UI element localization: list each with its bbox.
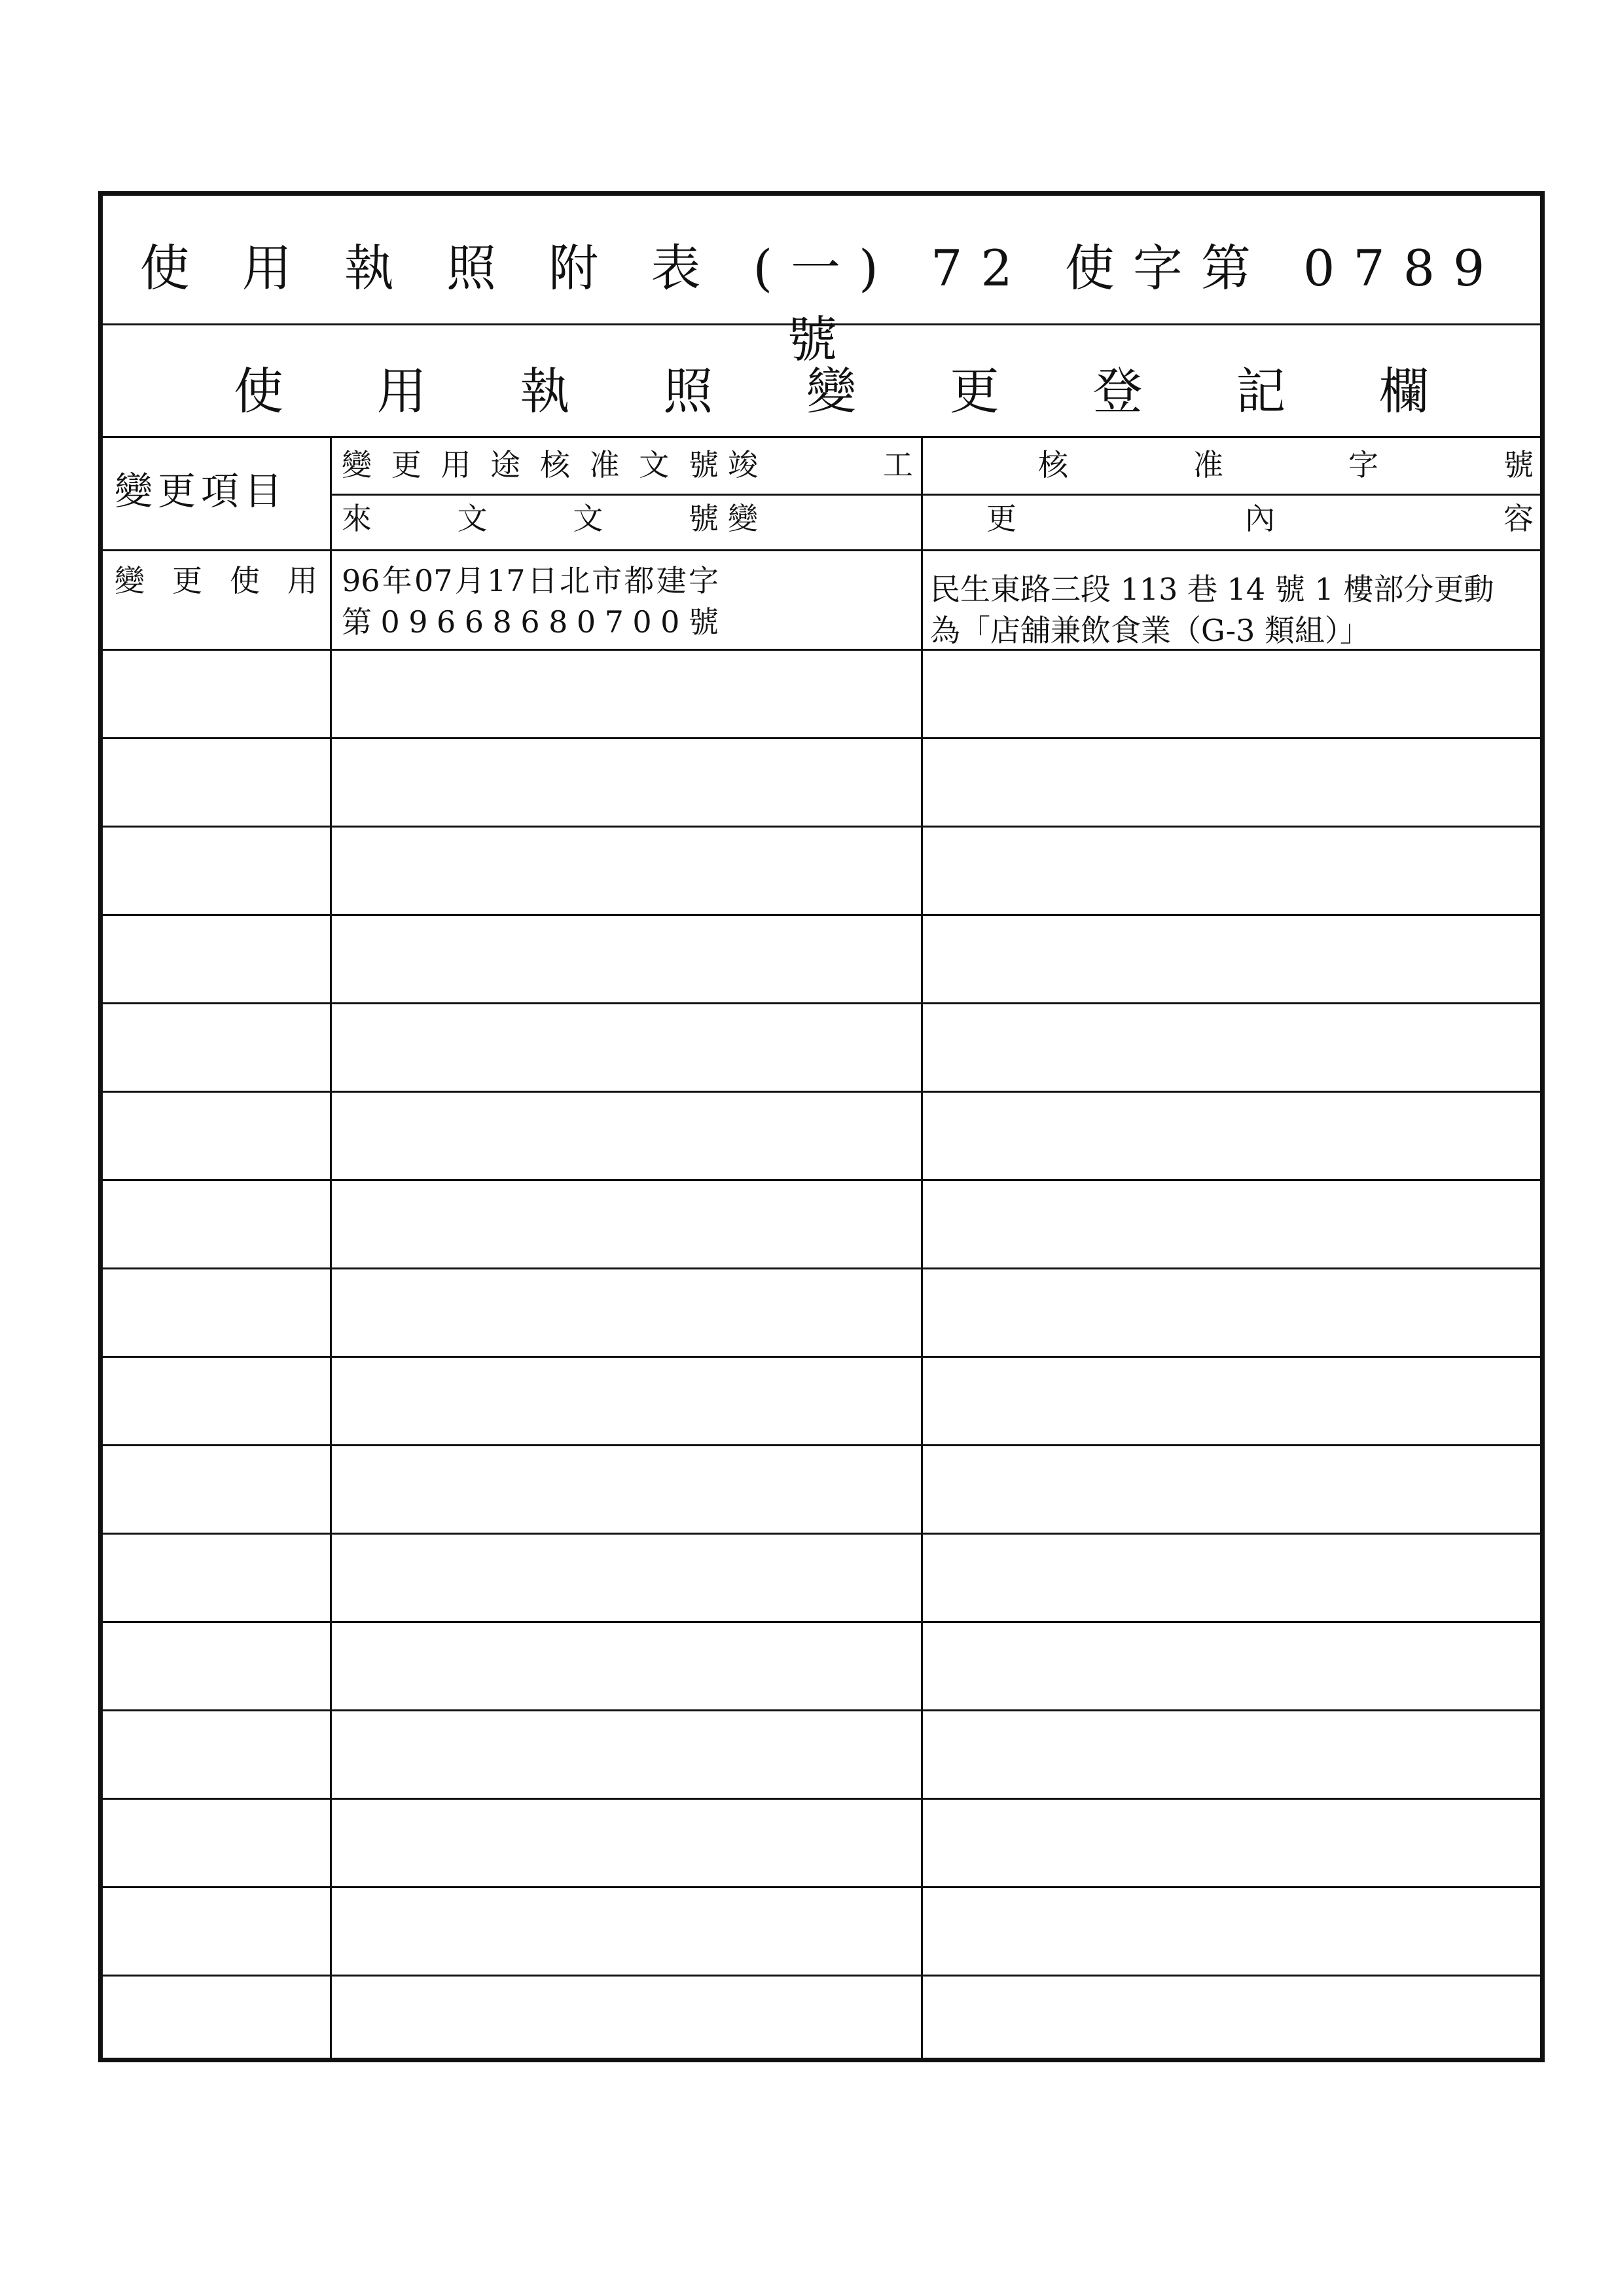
doc-token: 7 [604, 604, 624, 640]
row-doc-line-2 [342, 604, 719, 640]
subtitle-char: 使 [234, 362, 283, 420]
row-divider [103, 1975, 1540, 1977]
row-divider [103, 1533, 1540, 1535]
doc-token: 北 [560, 563, 590, 598]
item-char: 變 [115, 563, 145, 598]
header-char: 號 [1503, 447, 1534, 483]
doc-token: 9 [408, 604, 428, 640]
header-char: 准 [1193, 447, 1223, 483]
header-char: 文 [639, 447, 670, 483]
row-divider [103, 737, 1540, 739]
doc-token: 8 [548, 604, 568, 640]
header-char: 號 [688, 501, 719, 536]
doc-token: 8 [492, 604, 512, 640]
doc-token: 0 [632, 604, 652, 640]
row-divider [103, 1709, 1540, 1711]
item-char: 更 [172, 563, 202, 598]
header-incoming-doc-no [342, 503, 719, 534]
header-char: 來 [342, 501, 372, 536]
doc-token: 6 [437, 604, 456, 640]
doc-token: 年 [382, 563, 412, 598]
registration-table [103, 438, 1540, 2058]
registration-form [98, 191, 1545, 2062]
doc-token: 市 [592, 563, 622, 598]
doc-token: 建 [656, 563, 687, 598]
row-divider [103, 914, 1540, 916]
title-row [103, 196, 1540, 369]
doc-token: 0 [576, 604, 596, 640]
header-char: 文 [573, 501, 603, 536]
subtitle-char: 記 [1236, 362, 1286, 420]
subtitle-char: 登 [1092, 362, 1143, 420]
header-char: 號 [688, 447, 719, 483]
header-char: 更 [986, 501, 1016, 536]
doc-token: 0 [380, 604, 400, 640]
row-divider [103, 1179, 1540, 1181]
row-divider [103, 1621, 1540, 1623]
form-subtitle [234, 352, 1429, 423]
row-divider [103, 1444, 1540, 1446]
row-divider [103, 1886, 1540, 1888]
header-approval-doc-no [342, 447, 719, 483]
subtitle-row [103, 325, 1540, 438]
row-content-line-2: 為「店舖兼飲食業（G-3 類組）」 [930, 613, 1371, 648]
subtitle-char: 用 [376, 362, 427, 420]
doc-token: 第 [342, 604, 372, 640]
row-doc-line-1 [342, 563, 719, 598]
doc-token: 號 [688, 604, 719, 640]
subtitle-char: 執 [520, 362, 570, 420]
header-completion-no [728, 447, 1534, 483]
doc-token: 月 [454, 563, 485, 598]
header-char: 核 [1038, 447, 1068, 483]
header-char: 核 [539, 447, 570, 483]
header-char: 內 [1245, 501, 1275, 536]
row-divider [103, 1267, 1540, 1269]
doc-token: 96 [342, 563, 380, 598]
header-char: 變 [728, 501, 758, 536]
header-char: 變 [342, 447, 372, 483]
row-content-line-1: 民生東路三段 113 巷 14 號 1 樓部分更動 [930, 572, 1494, 607]
header-char: 准 [589, 447, 620, 483]
row-change-item [115, 563, 317, 598]
item-char: 用 [287, 563, 317, 598]
doc-token: 07 [414, 563, 453, 598]
subtitle-char: 欄 [1379, 362, 1429, 420]
item-char: 使 [230, 563, 260, 598]
row-divider [103, 549, 1540, 551]
doc-token: 字 [688, 563, 719, 598]
header-change-item: 變更項目 [115, 469, 288, 513]
subtitle-char: 變 [806, 362, 856, 420]
header-change-content [728, 503, 1534, 534]
doc-token: 日 [527, 563, 558, 598]
subtitle-char: 照 [663, 362, 713, 420]
doc-token: 6 [464, 604, 484, 640]
doc-token: 6 [520, 604, 540, 640]
header-char: 工 [883, 447, 913, 483]
header-char: 容 [1503, 501, 1534, 536]
row-divider [103, 1798, 1540, 1800]
header-char: 文 [457, 501, 488, 536]
doc-token: 都 [624, 563, 655, 598]
doc-token: 0 [660, 604, 680, 640]
subtitle-char: 更 [949, 362, 999, 420]
header-char: 字 [1348, 447, 1378, 483]
row-divider [103, 826, 1540, 828]
doc-token: 17 [487, 563, 526, 598]
row-divider [103, 1002, 1540, 1004]
header-char: 竣 [728, 447, 758, 483]
header-char: 用 [440, 447, 471, 483]
header-char: 更 [391, 447, 422, 483]
row-divider [103, 1091, 1540, 1093]
form-title: 使 用 執 照 附 表 (一) 72 使字第 0789 號 [139, 239, 1503, 369]
column-divider [921, 438, 923, 2058]
header-char: 途 [490, 447, 521, 483]
header-subdivider [330, 494, 1540, 496]
row-divider [103, 1356, 1540, 1358]
column-divider [330, 438, 332, 2058]
